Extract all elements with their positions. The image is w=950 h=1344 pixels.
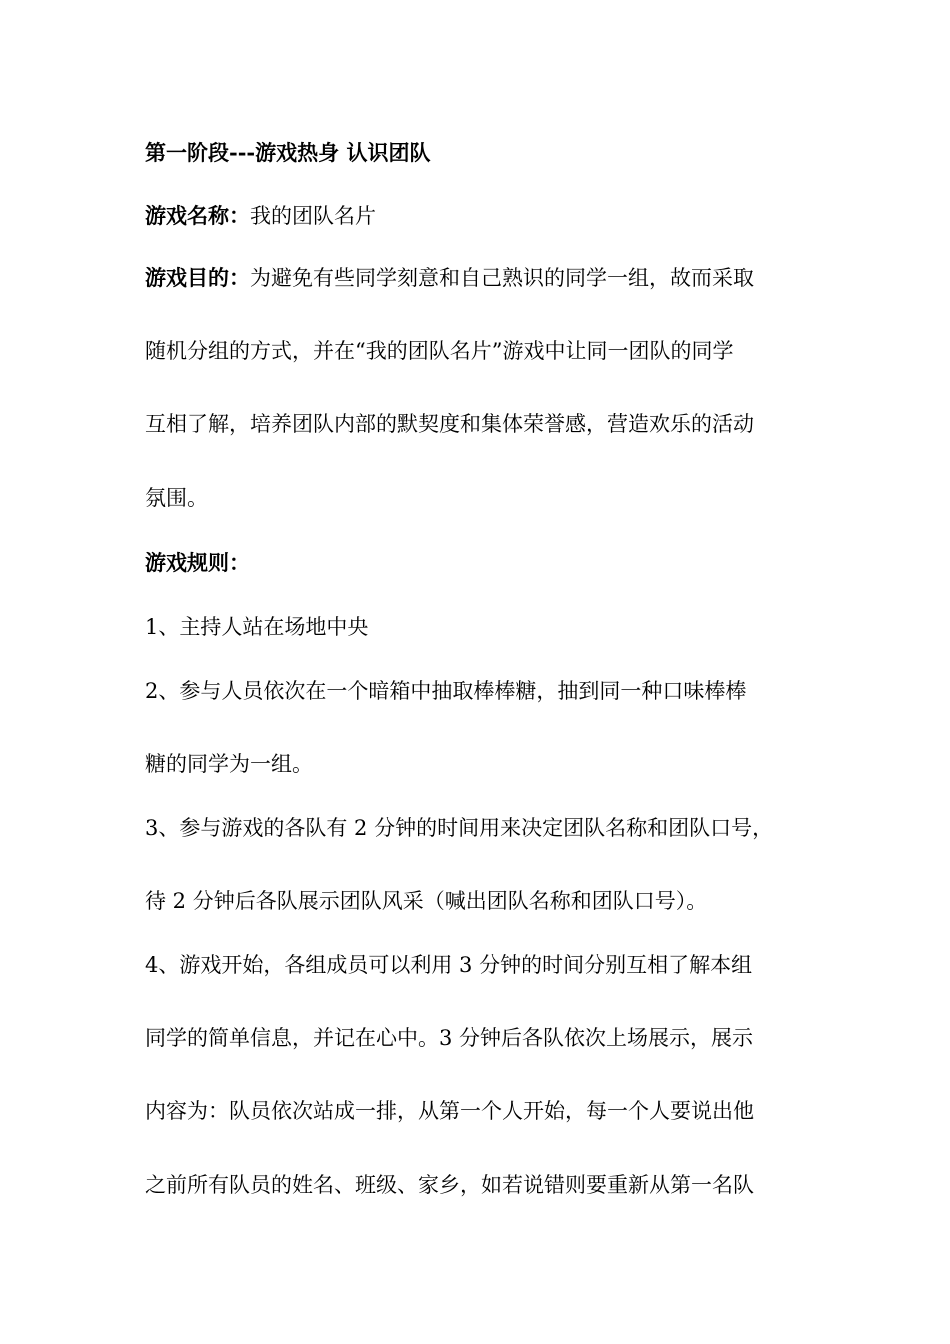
rule-line: 1、主持人站在场地中央 bbox=[145, 615, 369, 639]
paragraph-line: 为避免有些同学刻意和自己熟识的同学一组，故而采取 bbox=[250, 266, 754, 290]
paragraph-line: 氛围。 bbox=[145, 486, 208, 510]
game-purpose-row bbox=[145, 264, 754, 292]
rule-line: 内容为：队员依次站成一排，从第一个人开始，每一个人要说出他 bbox=[145, 1099, 754, 1123]
section-heading: 第一阶段---游戏热身 认识团队 bbox=[145, 140, 431, 165]
rule-line: 待 2 分钟后各队展示团队风采（喊出团队名称和团队口号）。 bbox=[145, 889, 708, 913]
game-name-row bbox=[145, 202, 376, 230]
rule-line: 2、参与人员依次在一个暗箱中抽取棒棒糖，抽到同一种口味棒棒 bbox=[145, 679, 747, 703]
rule-line: 糖的同学为一组。 bbox=[145, 752, 313, 776]
paragraph-line: 互相了解，培养团队内部的默契度和集体荣誉感，营造欢乐的活动 bbox=[145, 412, 754, 436]
paragraph-line: 随机分组的方式，并在“我的团队名片”游戏中让同一团队的同学 bbox=[145, 339, 734, 363]
game-name-label: 游戏名称： bbox=[145, 203, 250, 228]
rule-line: 4、游戏开始，各组成员可以利用 3 分钟的时间分别互相了解本组 bbox=[145, 953, 753, 977]
rule-line: 之前所有队员的姓名、班级、家乡，如若说错则要重新从第一名队 bbox=[145, 1173, 754, 1197]
game-purpose-label: 游戏目的： bbox=[145, 265, 250, 290]
game-rules-label: 游戏规则： bbox=[145, 550, 250, 575]
rule-line: 同学的简单信息，并记在心中。3 分钟后各队依次上场展示，展示 bbox=[145, 1026, 754, 1050]
game-name-value: 我的团队名片 bbox=[250, 204, 376, 228]
rule-line: 3、参与游戏的各队有 2 分钟的时间用来决定团队名称和团队口号， bbox=[145, 816, 774, 840]
